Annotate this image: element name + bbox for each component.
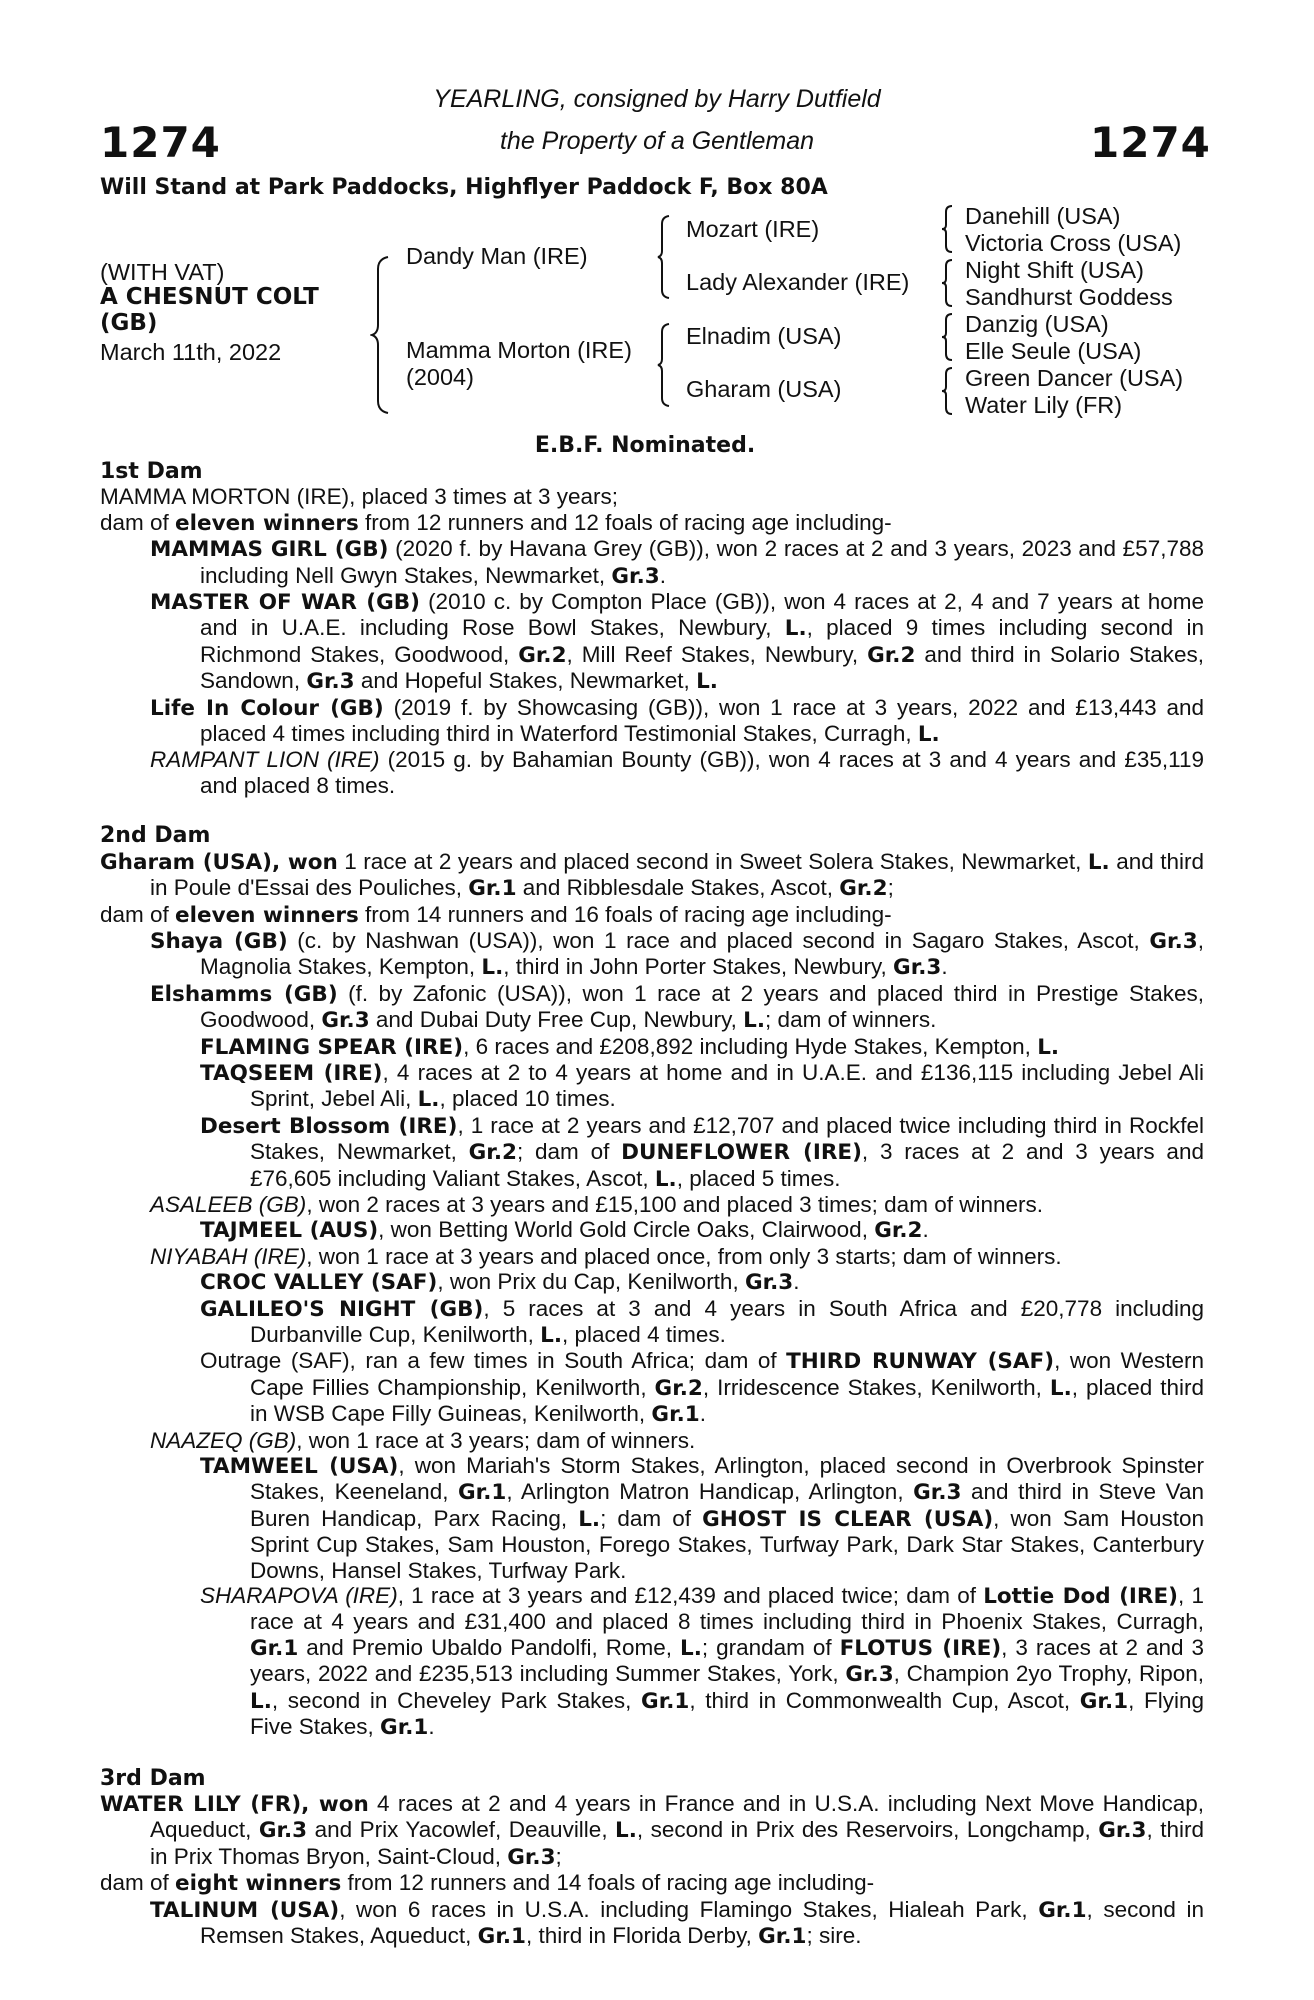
- produce-entry: MASTER OF WAR (GB) (2010 c. by Compton Place (GB)), won 4 races at 2, 4 and 7 years at home and in U.A.E. including Rose Bowl Stakes, Newbury, L., placed 9 times including second in Richmond Stakes, Goodwood, Gr.2, Mill Reef Stakes, Newbury, Gr.2 and third in Solario Stakes, Sandown, Gr.3 and Hopeful Stakes, Newmarket, L.: [150, 589, 1205, 695]
- pedigree-sire-sire: Mozart (IRE): [686, 216, 820, 242]
- lot-number-right: 1274: [1090, 118, 1211, 167]
- pedigree-dam-dam: Gharam (USA): [686, 376, 842, 402]
- grand-produce-entry: GALILEO'S NIGHT (GB), 5 races at 3 and 4 years in South Africa and £20,778 including Durbanville Cup, Kenilworth, L., placed 4 times.: [200, 1295, 1204, 1348]
- pedigree-brace-g3-1: [940, 204, 954, 254]
- pedigree-g4-4: Sandhurst Goddess: [965, 284, 1173, 310]
- first-dam-summary: MAMMA MORTON (IRE), placed 3 times at 3 years;: [100, 484, 619, 510]
- pedigree-g4-6: Elle Seule (USA): [965, 338, 1142, 364]
- produce-entry: Elshamms (GB) (f. by Zafonic (USA)), won 1 race at 2 years and placed third in Prestige Stakes, Goodwood, Gr.3 and Dubai Duty Free Cup, Newbury, L.; dam of winners.: [150, 980, 1204, 1034]
- produce-entry: RAMPANT LION (IRE) (2015 g. by Bahamian Bounty (GB)), won 4 races at 3 and 4 years and £35,119 and placed 8 times.: [150, 747, 1204, 798]
- grand-produce-entry: CROC VALLEY (SAF), won Prix du Cap, Kenilworth, Gr.3.: [200, 1269, 800, 1296]
- pedigree-brace-main: [370, 255, 392, 415]
- pedigree-sire-dam: Lady Alexander (IRE): [686, 269, 910, 295]
- consignor-line: YEARLING, consigned by Harry Dutfield: [433, 85, 881, 113]
- horse-name-line1: A CHESNUT COLT: [100, 284, 319, 310]
- produce-entry: ASALEEB (GB), won 2 races at 3 years and £15,100 and placed 3 times; dam of winners.: [150, 1191, 1043, 1217]
- produce-entry: TALINUM (USA), won 6 races in U.S.A. including Flamingo Stakes, Hialeah Park, Gr.1, second in Remsen Stakes, Aqueduct, Gr.1, third in Florida Derby, Gr.1; sire.: [150, 1896, 1204, 1949]
- third-dam-heading: 3rd Dam: [100, 1765, 206, 1791]
- pedigree-dam-sire: Elnadim (USA): [686, 323, 842, 349]
- second-dam-heading: 2nd Dam: [100, 823, 211, 849]
- pedigree-g4-5: Danzig (USA): [965, 311, 1109, 337]
- grand-produce-entry: TAQSEEM (IRE), 4 races at 2 to 4 years at home and in U.A.E. and £136,115 including Jebel Ali Sprint, Jebel Ali, L., placed 10 times.: [200, 1059, 1204, 1113]
- produce-entry: NIYABAH (IRE), won 1 race at 3 years and placed once, from only 3 starts; dam of winners.: [150, 1243, 1062, 1269]
- catalogue-body: [100, 459, 1204, 1949]
- third-dam-dam-of: dam of eight winners from 12 runners and 14 foals of racing age including-: [100, 1870, 875, 1897]
- grand-produce-entry: Desert Blossom (IRE), 1 race at 2 years and £12,707 and placed twice including third in Rockfel Stakes, Newmarket, Gr.2; dam of DUNEFLOWER (IRE), 3 races at 2 and 3 years and £76,605 including Valiant Stakes, Ascot, L., placed 5 times.: [200, 1112, 1204, 1192]
- pedigree-sire: Dandy Man (IRE): [406, 243, 588, 269]
- stand-line: Will Stand at Park Paddocks, Highflyer Paddock F, Box 80A: [100, 175, 828, 200]
- produce-entry: NAAZEQ (GB), won 1 race at 3 years; dam of winners.: [150, 1427, 696, 1453]
- pedigree-g4-7: Green Dancer (USA): [965, 365, 1184, 391]
- grand-produce-entry: TAJMEEL (AUS), won Betting World Gold Circle Oaks, Clairwood, Gr.2.: [200, 1217, 929, 1244]
- produce-entry: Life In Colour (GB) (2019 f. by Showcasing (GB)), won 1 race at 3 years, 2022 and £13,443 and placed 4 times including third in Waterford Testimonial Stakes, Curragh, L.: [150, 694, 1204, 748]
- vat-note: (WITH VAT): [100, 259, 225, 285]
- first-dam-dam-of: dam of eleven winners from 12 runners and 12 foals of racing age including-: [100, 509, 892, 536]
- pedigree-brace-g3-3: [940, 312, 954, 362]
- grand-produce-entry: FLAMING SPEAR (IRE), 6 races and £208,892 including Hyde Stakes, Kempton, L.: [200, 1033, 1060, 1060]
- first-dam-heading: 1st Dam: [100, 459, 203, 484]
- grand-produce-entry: Outrage (SAF), ran a few times in South Africa; dam of THIRD RUNWAY (SAF), won Western Cape Fillies Championship, Kenilworth, Gr.2, Irridescence Stakes, Kenilworth, L., placed third in WSB Cape Filly Guineas, Kenilworth, Gr.1.: [200, 1348, 1205, 1428]
- produce-entry: Shaya (GB) (c. by Nashwan (USA)), won 1 race and placed second in Sagaro Stakes, Ascot, Gr.3, Magnolia Stakes, Kempton, L., third in John Porter Stakes, Newbury, Gr.3.: [150, 927, 1204, 981]
- pedigree-brace-dam: [656, 322, 672, 408]
- third-dam-summary: WATER LILY (FR), won 4 races at 2 and 4 years in France and in U.S.A. including Next Move Handicap, Aqueduct, Gr.3 and Prix Yacowlef, Deauville, L., second in Prix des Reservoirs, Longchamp, Gr.3, third in Prix Thomas Bryon, Saint-Cloud, Gr.3;: [100, 1790, 1204, 1870]
- pedigree-g4-2: Victoria Cross (USA): [965, 230, 1182, 256]
- pedigree-g4-8: Water Lily (FR): [965, 392, 1123, 418]
- pedigree-brace-sire: [656, 214, 672, 300]
- lot-number-left: 1274: [100, 118, 221, 167]
- second-dam-summary: Gharam (USA), won 1 race at 2 years and placed second in Sweet Solera Stakes, Newmarket, L. and third in Poule d'Essai des Pouliches, Gr.1 and Ribblesdale Stakes, Ascot, Gr.2;: [100, 848, 1205, 902]
- pedigree-g4-3: Night Shift (USA): [965, 257, 1144, 283]
- pedigree-brace-g3-2: [940, 258, 954, 308]
- pedigree-dam-year: (2004): [406, 364, 474, 390]
- ebf-nominated: E.B.F. Nominated.: [534, 433, 756, 458]
- pedigree-g4-1: Danehill (USA): [965, 203, 1121, 229]
- horse-name-line2: (GB): [100, 310, 158, 336]
- foaled-date: March 11th, 2022: [100, 339, 282, 365]
- pedigree-brace-g3-4: [940, 366, 954, 416]
- produce-entry: MAMMAS GIRL (GB) (2020 f. by Havana Grey (GB)), won 2 races at 2 and 3 years, 2023 and £57,788 including Nell Gwyn Stakes, Newmarket, Gr.3.: [150, 536, 1204, 589]
- grand-produce-entry: SHARAPOVA (IRE), 1 race at 3 years and £12,439 and placed twice; dam of Lottie Dod (IRE), 1 race at 4 years and £31,400 and placed 8 times including third in Phoenix Stakes, Curragh, Gr.1 and Premio Ubaldo Pandolfi, Rome, L.; grandam of FLOTUS (IRE), 3 races at 2 and 3 years, 2022 and £235,513 including Summer Stakes, York, Gr.3, Champion 2yo Trophy, Ripon, L., second in Cheveley Park Stakes, Gr.1, third in Commonwealth Cup, Ascot, Gr.1, Flying Five Stakes, Gr.1.: [200, 1583, 1205, 1741]
- property-line: the Property of a Gentleman: [499, 127, 815, 155]
- second-dam-dam-of: dam of eleven winners from 14 runners and 16 foals of racing age including-: [100, 901, 892, 928]
- pedigree-dam: Mamma Morton (IRE): [406, 337, 632, 363]
- grand-produce-entry: TAMWEEL (USA), won Mariah's Storm Stakes, Arlington, placed second in Overbrook Spinster Stakes, Keeneland, Gr.1, Arlington Matron Handicap, Arlington, Gr.3 and third in Steve Van Buren Handicap, Parx Racing, L.; dam of GHOST IS CLEAR (USA), won Sam Houston Sprint Cup Stakes, Sam Houston, Forego Stakes, Turfway Park, Dark Star Stakes, Canterbury Downs, Hansel Stakes, Turfway Park.: [200, 1453, 1204, 1583]
